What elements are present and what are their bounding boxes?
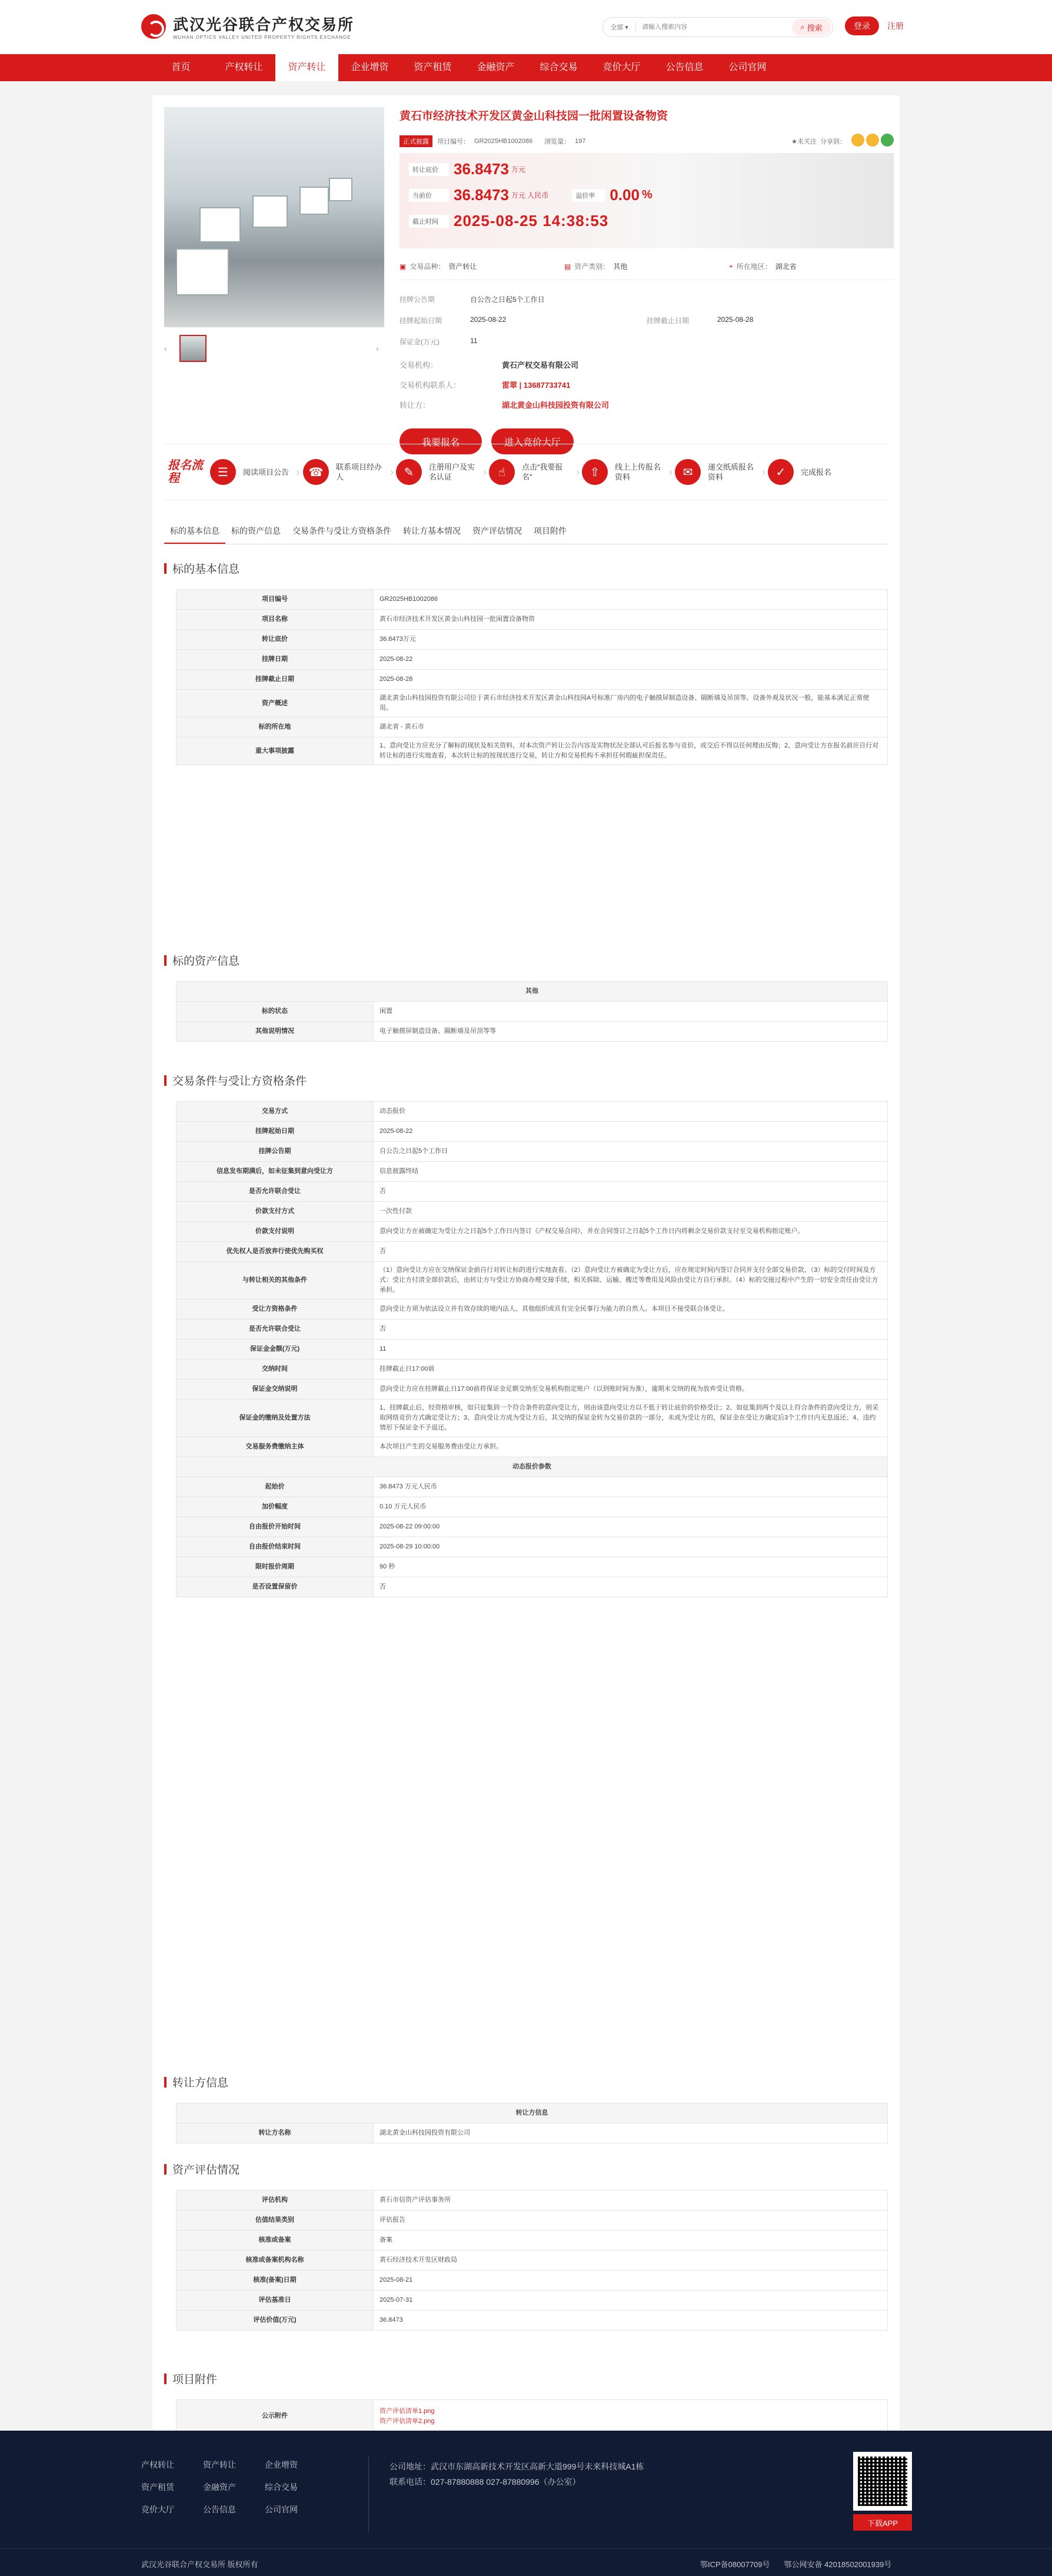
row-key: 挂牌公告期 bbox=[177, 1142, 374, 1162]
flow-step bbox=[582, 459, 673, 485]
row-key: 重大事项披露 bbox=[177, 737, 374, 765]
search-input[interactable] bbox=[636, 24, 792, 31]
location-icon: ⌖ bbox=[729, 262, 733, 270]
row-key: 是否允许联合受让 bbox=[177, 1319, 374, 1339]
price-label: 转让底价 bbox=[409, 163, 449, 176]
table-row bbox=[177, 737, 888, 765]
thumbnail-image[interactable] bbox=[179, 335, 207, 362]
bid-label: 当前价 bbox=[409, 189, 449, 202]
footer-link[interactable]: 金融资产 bbox=[203, 2482, 236, 2492]
premium-label: 溢价率 bbox=[572, 189, 605, 202]
tab-item[interactable]: 资产评估情况 bbox=[472, 526, 522, 536]
end-date-label: 挂牌截止日期 bbox=[647, 316, 690, 325]
section-trade-conditions bbox=[164, 1072, 888, 1597]
section-asset-info bbox=[164, 952, 888, 1042]
attachment-list bbox=[374, 2400, 888, 2433]
step-label: 线上上传报名资料 bbox=[615, 463, 661, 481]
attachment-table bbox=[176, 2399, 888, 2433]
nav-item[interactable]: 资产转让 bbox=[275, 54, 338, 81]
section-title: 资产评估情况 bbox=[164, 2161, 888, 2177]
row-key: 自由报价开始时间 bbox=[177, 1517, 374, 1537]
next-arrow-icon[interactable]: › bbox=[376, 344, 379, 353]
pub-period-value: 自公告之日起5个工作日 bbox=[470, 295, 545, 304]
tab-item[interactable]: 交易条件与受让方资格条件 bbox=[292, 526, 391, 536]
row-value: 2025-08-22 09:00:00 bbox=[374, 1517, 888, 1537]
table-row bbox=[177, 1537, 888, 1557]
table-row bbox=[177, 650, 888, 670]
share-qq-icon[interactable] bbox=[866, 134, 879, 147]
row-key: 是否设置保留价 bbox=[177, 1577, 374, 1597]
table-row bbox=[177, 1360, 888, 1380]
row-key: 信息发布期满后，如未征集到意向受让方 bbox=[177, 1162, 374, 1182]
row-value: 36.8473万元 bbox=[374, 630, 888, 650]
table-row bbox=[177, 1299, 888, 1319]
row-value: 挂牌截止日17:00前 bbox=[374, 1360, 888, 1380]
table-row bbox=[177, 1400, 888, 1437]
footer-link[interactable]: 产权转让 bbox=[141, 2460, 174, 2469]
agency-info bbox=[400, 354, 894, 414]
row-value: 2025-08-21 bbox=[374, 2271, 888, 2291]
area-label: 所在地区： bbox=[736, 262, 772, 271]
table-row bbox=[177, 1517, 888, 1537]
row-key: 评估机构 bbox=[177, 2191, 374, 2211]
main-nav bbox=[0, 54, 1052, 81]
row-value: 2025-08-22 bbox=[374, 650, 888, 670]
row-key: 受让方资格条件 bbox=[177, 1299, 374, 1319]
nav-item[interactable]: 公告信息 bbox=[665, 62, 704, 72]
footer-link[interactable]: 资产租赁 bbox=[141, 2482, 174, 2492]
row-key: 挂牌日期 bbox=[177, 650, 374, 670]
row-key: 保证金的缴纳及处置方法 bbox=[177, 1400, 374, 1437]
row-key: 挂牌截止日期 bbox=[177, 670, 374, 690]
row-value: 意向受让方须为依法设立并有效存续的境内法人、其他组织或具有完全民事行为能力的自然人。本项目不接受联合体受让。 bbox=[374, 1299, 888, 1319]
row-key: 是否允许联合受让 bbox=[177, 1182, 374, 1202]
seller-info-table bbox=[176, 2103, 888, 2143]
share-wechat-icon[interactable] bbox=[881, 134, 894, 147]
search-icon: ⌕ bbox=[800, 22, 805, 31]
table-row bbox=[177, 1497, 888, 1517]
table-row bbox=[177, 690, 888, 717]
price-panel bbox=[400, 153, 894, 248]
price-unit: 万元 bbox=[511, 165, 525, 174]
row-value: 评估报告 bbox=[374, 2211, 888, 2231]
row-value: 0.10 万元人民币 bbox=[374, 1497, 888, 1517]
agency-label: 交易机构： bbox=[400, 360, 438, 370]
start-date-value: 2025-08-22 bbox=[470, 315, 507, 324]
search-button[interactable]: ⌕ 搜索 bbox=[792, 19, 831, 35]
views-count: 197 bbox=[575, 137, 586, 145]
signup-button[interactable]: 我要报名 bbox=[400, 428, 482, 454]
project-info bbox=[400, 107, 894, 454]
start-date-label: 挂牌起始日期 bbox=[400, 316, 442, 325]
signup-flow bbox=[164, 444, 888, 500]
row-key: 资产概述 bbox=[177, 690, 374, 717]
table-row bbox=[177, 1182, 888, 1202]
trade-conditions-table bbox=[176, 1101, 888, 1457]
row-key: 价款支付方式 bbox=[177, 1202, 374, 1222]
row-key: 项目编号 bbox=[177, 590, 374, 610]
step-icon: ☎ bbox=[303, 459, 329, 485]
row-value: 90 秒 bbox=[374, 1557, 888, 1577]
project-meta bbox=[400, 134, 894, 148]
project-attributes bbox=[400, 261, 894, 280]
nav-item[interactable]: 资产租赁 bbox=[414, 62, 452, 72]
project-code-label: 项目编号： bbox=[437, 138, 470, 145]
row-value: 备案 bbox=[374, 2231, 888, 2251]
nav-item[interactable]: 首页 bbox=[171, 62, 191, 72]
row-value: 一次性付款 bbox=[374, 1202, 888, 1222]
status-badge: 正式披露 bbox=[400, 135, 432, 147]
nav-item[interactable]: 公司官网 bbox=[728, 62, 767, 72]
section-title: 标的基本信息 bbox=[164, 560, 888, 576]
row-value: 本次项目产生的交易服务费由受让方承担。 bbox=[374, 1437, 888, 1457]
table-row bbox=[177, 1380, 888, 1400]
row-key: 交易方式 bbox=[177, 1102, 374, 1122]
bid-params-table bbox=[176, 1457, 888, 1597]
seller-value: 湖北黄金山科技园投资有限公司 bbox=[502, 400, 610, 410]
nav-item[interactable]: 竞价大厅 bbox=[602, 62, 641, 72]
section-title: 交易条件与受让方资格条件 bbox=[164, 1072, 888, 1088]
premium-unit: % bbox=[641, 188, 652, 201]
table-row bbox=[177, 2271, 888, 2291]
login-button[interactable]: 登录 bbox=[845, 16, 879, 35]
row-key: 项目名称 bbox=[177, 610, 374, 630]
tab-item[interactable]: 标的基本信息 bbox=[164, 519, 225, 544]
detail-tabs bbox=[164, 519, 888, 544]
row-key: 挂牌起始日期 bbox=[177, 1122, 374, 1142]
pub-period-label: 挂牌公告期 bbox=[400, 295, 435, 304]
logo-title: 武汉光谷联合产权交易所 bbox=[173, 16, 355, 34]
row-value: 电子触摸屏制造设备、隔断墙及吊顶等等 bbox=[374, 1022, 888, 1042]
row-value: 动态报价 bbox=[374, 1102, 888, 1122]
premium-value: 0.00 bbox=[610, 186, 640, 204]
row-value: 1、挂牌截止后，经资格审核，如只征集到一个符合条件的意向受让方，则由该意向受让方以不低于转让底价的价格受让；2、如征集到两个及以上符合条件的意向受让方，则采取网络竞价方式确定受让方；3、意向受让方成为受让方后，其交纳的保证金转为交易价款的一部分，未成为受让方的，保证金在受让方确定后3个工作日内无息返还；4、违约情形下保证金不予退还。 bbox=[374, 1400, 888, 1437]
row-value: 1、意向受让方应充分了解标的现状及相关资料，对本次资产转让公告内容及实物状况全部认可后报名参与竞价，成交后不得以任何理由反悔；2、意向受让方在报名前应自行对转让标的进行实地查看，本次转让标的按现状进行交易，转让方和交易机构不承担任何瑕疵担保责任。 bbox=[374, 737, 888, 765]
trade-type-value: 资产转让 bbox=[448, 262, 477, 271]
table-row bbox=[177, 1477, 888, 1497]
footer-divider bbox=[368, 2457, 369, 2533]
enter-bidding-hall-button[interactable]: 进入竞价大厅 bbox=[491, 428, 574, 454]
table-header: 其他 bbox=[177, 982, 888, 1002]
table-row bbox=[177, 2291, 888, 2311]
row-value: 湖北黄金山科技园投资有限公司位于黄石市经济技术开发区黄金山科技园A号标准厂房内的电子触摸屏制造设备、隔断墙及吊顶等。设备外观及状况一般，能基本满足正常使用。 bbox=[374, 690, 888, 717]
flow-title: 报名流程 bbox=[168, 459, 203, 485]
section-attachments bbox=[164, 2371, 888, 2433]
table-row bbox=[177, 630, 888, 650]
step-icon: ✓ bbox=[768, 459, 794, 485]
step-label: 阅读项目公告 bbox=[243, 467, 289, 477]
asset-info-table bbox=[176, 981, 888, 1042]
row-value: 黄石经济技术开发区财政局 bbox=[374, 2251, 888, 2271]
section-title: 项目附件 bbox=[164, 2371, 888, 2386]
row-value: 意向受让方在被确定为受让方之日起5个工作日内签订《产权交易合同》，并在合同签订之日起5个工作日内将剩余交易价款支付至交易机构指定账户。 bbox=[374, 1222, 888, 1242]
basic-info-table bbox=[176, 589, 888, 765]
table-row bbox=[177, 2311, 888, 2331]
row-key: 优先权人是否放弃行使优先购买权 bbox=[177, 1242, 374, 1262]
row-key: 价款支付说明 bbox=[177, 1222, 374, 1242]
contact-value: 雷翠 | 13687733741 bbox=[502, 380, 571, 390]
row-value: 2025-07-31 bbox=[374, 2291, 888, 2311]
footer-phone: 联系电话：027-87880888 027-87880996（办公室） bbox=[389, 2477, 581, 2487]
table-header: 动态报价参数 bbox=[177, 1457, 888, 1477]
row-key: 标的所在地 bbox=[177, 717, 374, 737]
price-value: 36.8473 bbox=[454, 160, 509, 178]
row-value: 黄石市信资产评估事务所 bbox=[374, 2191, 888, 2211]
row-value: 2025-08-28 bbox=[374, 670, 888, 690]
step-arrow-icon: › bbox=[576, 466, 580, 478]
flow-step bbox=[675, 459, 765, 485]
nav-item[interactable]: 产权转让 bbox=[225, 62, 263, 72]
table-row bbox=[177, 1122, 888, 1142]
logo-icon bbox=[141, 14, 166, 39]
row-key: 其他说明情况 bbox=[177, 1022, 374, 1042]
flow-step bbox=[489, 459, 580, 485]
section-title: 转让方信息 bbox=[164, 2074, 888, 2090]
table-row bbox=[177, 1339, 888, 1360]
bid-value: 36.8473 bbox=[454, 186, 509, 204]
table-row bbox=[177, 1437, 888, 1457]
asset-icon: ▤ bbox=[564, 262, 571, 271]
row-value: 闲置 bbox=[374, 1002, 888, 1022]
table-row bbox=[177, 1002, 888, 1022]
flow-step bbox=[210, 459, 301, 485]
seller-label: 转让方： bbox=[400, 400, 431, 410]
table-row bbox=[177, 1202, 888, 1222]
icp-link[interactable]: 鄂ICP备08007709号 bbox=[700, 2560, 770, 2569]
contact-label: 交易机构联系人： bbox=[400, 380, 461, 390]
table-row bbox=[177, 670, 888, 690]
step-arrow-icon: › bbox=[390, 466, 394, 478]
download-app-button[interactable]: 下载APP bbox=[853, 2514, 912, 2531]
footer-link[interactable]: 资产转让 bbox=[203, 2460, 236, 2469]
step-icon: ✉ bbox=[675, 459, 701, 485]
table-row bbox=[177, 717, 888, 737]
table-row bbox=[177, 1262, 888, 1299]
logo-subtitle: WUHAN OPTICS VALLEY UNITED PROPERTY RIGHTS EXCHANGE bbox=[173, 35, 351, 40]
flow-step bbox=[768, 459, 858, 485]
deposit-value: 11 bbox=[470, 336, 478, 345]
app-qr-code bbox=[853, 2452, 912, 2511]
table-row bbox=[177, 1557, 888, 1577]
section-seller-info bbox=[164, 2074, 888, 2143]
bid-unit: 万元 人民币 bbox=[511, 191, 549, 200]
step-icon: ☰ bbox=[210, 459, 236, 485]
row-key: 估值结果类别 bbox=[177, 2211, 374, 2231]
section-title: 标的资产信息 bbox=[164, 952, 888, 968]
table-row bbox=[177, 590, 888, 610]
main-content bbox=[152, 95, 900, 2431]
attachment-link[interactable]: 资产评估清单1.png bbox=[379, 2407, 435, 2415]
nav-item[interactable]: 企业增资 bbox=[351, 62, 389, 72]
footer-contact bbox=[389, 2459, 644, 2489]
row-key: 交纳时间 bbox=[177, 1360, 374, 1380]
row-value: 2025-08-22 bbox=[374, 1122, 888, 1142]
flow-step bbox=[303, 459, 394, 485]
tab-item[interactable]: 转让方基本情况 bbox=[403, 526, 461, 536]
step-arrow-icon: › bbox=[296, 466, 300, 478]
register-link[interactable]: 注册 bbox=[887, 21, 904, 31]
deposit-label: 保证金(万元) bbox=[400, 337, 440, 346]
project-title: 黄石市经济技术开发区黄金山科技园一批闲置设备物资 bbox=[400, 110, 668, 122]
deadline-value: 2025-08-25 14:38:53 bbox=[454, 212, 609, 230]
footer-address: 公司地址：武汉市东湖高新技术开发区高新大道999号未来科技城A1栋 bbox=[389, 2462, 644, 2471]
asset-cat-value: 其他 bbox=[613, 262, 628, 271]
row-value: 否 bbox=[374, 1577, 888, 1597]
site-logo[interactable] bbox=[141, 13, 354, 40]
row-value: 意向受让方应在挂牌截止日17:00前将保证金足额交纳至交易机构指定账户（以到账时间为准），逾期未交纳的视为放弃受让资格。 bbox=[374, 1380, 888, 1400]
footer-link[interactable]: 公司官网 bbox=[265, 2505, 298, 2514]
row-value: （1）意向受让方应在交纳保证金前自行对转让标的进行实地查看。（2）意向受让方被确定为受让方后，应在规定时间内签订合同并支付全部交易价款。（3）标的交付时间及方式：受让方付清全部价款后，由转让方与受让方协商办理交接手续，相关拆除、运输、搬迁等费用及风险由受让方自行承担。（4）标的交接过程中产生的一切安全责任由受让方承担。 bbox=[374, 1262, 888, 1299]
footer-link[interactable]: 公告信息 bbox=[203, 2505, 236, 2514]
row-value: 11 bbox=[374, 1339, 888, 1360]
table-row bbox=[177, 610, 888, 630]
table-row bbox=[177, 1142, 888, 1162]
listing-dates bbox=[400, 288, 894, 352]
footer-links bbox=[141, 2459, 327, 2515]
row-value: 36.8473 万元人民币 bbox=[374, 1477, 888, 1497]
row-key: 起始价 bbox=[177, 1477, 374, 1497]
row-value: 否 bbox=[374, 1182, 888, 1202]
row-value: 否 bbox=[374, 1242, 888, 1262]
row-key: 加价幅度 bbox=[177, 1497, 374, 1517]
table-row bbox=[177, 2211, 888, 2231]
row-key: 评估价值(万元) bbox=[177, 2311, 374, 2331]
thumbnail-strip bbox=[164, 334, 384, 363]
table-row bbox=[177, 1577, 888, 1597]
row-key: 保证金金额(万元) bbox=[177, 1339, 374, 1360]
category-icon: ▣ bbox=[400, 262, 407, 271]
end-date-value: 2025-08-28 bbox=[717, 315, 754, 324]
asset-cat-label: 资产类别： bbox=[574, 262, 610, 271]
tab-item[interactable]: 标的资产信息 bbox=[231, 526, 281, 536]
search-category-select[interactable]: 全部 ▾ bbox=[603, 22, 636, 32]
row-value: 36.8473 bbox=[374, 2311, 888, 2331]
table-header: 转让方信息 bbox=[177, 2103, 888, 2123]
row-value: 湖北省 - 黄石市 bbox=[374, 717, 888, 737]
table-row bbox=[177, 1102, 888, 1122]
table-row bbox=[177, 1162, 888, 1182]
row-key: 核准或备案机构名称 bbox=[177, 2251, 374, 2271]
row-key: 核准或备案 bbox=[177, 2231, 374, 2251]
flow-step bbox=[396, 459, 487, 485]
row-key: 转让方名称 bbox=[177, 2123, 374, 2143]
row-key: 交易服务费缴纳主体 bbox=[177, 1437, 374, 1457]
attachment-label: 公示附件 bbox=[177, 2400, 374, 2433]
evaluation-table bbox=[176, 2190, 888, 2331]
step-icon: ☝ bbox=[489, 459, 515, 485]
step-arrow-icon: › bbox=[483, 466, 487, 478]
table-row bbox=[177, 2251, 888, 2271]
search-box bbox=[602, 17, 833, 37]
step-label: 注册用户及实名认证 bbox=[429, 463, 475, 481]
step-label: 联系项目经办人 bbox=[336, 463, 382, 481]
top-bar bbox=[0, 0, 1052, 54]
row-key: 核准(备案)日期 bbox=[177, 2271, 374, 2291]
copyright: 武汉光谷联合产权交易所 版权所有 bbox=[141, 2560, 258, 2569]
police-link[interactable]: 鄂公网安备 42018502001939号 bbox=[784, 2560, 892, 2569]
row-value: 2025-08-29 10:00:00 bbox=[374, 1537, 888, 1557]
share-label: 分享到： bbox=[820, 138, 846, 145]
prev-arrow-icon[interactable]: ‹ bbox=[164, 344, 167, 353]
step-icon: ⇧ bbox=[582, 459, 608, 485]
step-arrow-icon: › bbox=[762, 466, 765, 478]
tab-item[interactable]: 项目附件 bbox=[534, 526, 567, 536]
row-key: 与转让相关的其他条件 bbox=[177, 1262, 374, 1299]
table-row bbox=[177, 1222, 888, 1242]
project-code: GR2025HB1002086 bbox=[474, 137, 533, 145]
views-label: 浏览量： bbox=[544, 138, 571, 145]
step-icon: ✎ bbox=[396, 459, 422, 485]
table-row bbox=[177, 2123, 888, 2143]
deadline-label: 截止时间 bbox=[409, 215, 449, 228]
area-value: 湖北省 bbox=[775, 262, 797, 271]
table-row bbox=[177, 1319, 888, 1339]
nav-item[interactable]: 综合交易 bbox=[540, 62, 578, 72]
row-value: 否 bbox=[374, 1319, 888, 1339]
footer-bottom bbox=[0, 2548, 1052, 2576]
step-label: 点击“我要报名” bbox=[522, 463, 563, 481]
row-value: 湖北黄金山科技园投资有限公司 bbox=[374, 2123, 888, 2143]
nav-item[interactable]: 金融资产 bbox=[477, 62, 515, 72]
table-row bbox=[177, 1022, 888, 1042]
favorite-button[interactable]: ★未关注 bbox=[791, 138, 817, 145]
share-weibo-icon[interactable] bbox=[851, 134, 864, 147]
table-row bbox=[177, 2191, 888, 2211]
row-key: 评估基准日 bbox=[177, 2291, 374, 2311]
image-gallery bbox=[164, 107, 384, 363]
agency-value: 黄石产权交易有限公司 bbox=[502, 360, 579, 370]
step-label: 递交纸质报名资料 bbox=[708, 463, 754, 481]
footer-link[interactable]: 竞价大厅 bbox=[141, 2505, 174, 2514]
section-basic-info bbox=[164, 560, 888, 765]
row-value: GR2025HB1002086 bbox=[374, 590, 888, 610]
footer bbox=[0, 2431, 1052, 2576]
footer-link[interactable]: 综合交易 bbox=[265, 2482, 298, 2492]
row-value: 信息披露终结 bbox=[374, 1162, 888, 1182]
footer-link[interactable]: 企业增资 bbox=[265, 2460, 298, 2469]
row-key: 保证金交纳说明 bbox=[177, 1380, 374, 1400]
trade-type-label: 交易品种： bbox=[410, 262, 445, 271]
step-arrow-icon: › bbox=[669, 466, 673, 478]
row-value: 自公告之日起5个工作日 bbox=[374, 1142, 888, 1162]
table-row bbox=[177, 2231, 888, 2251]
row-key: 转让底价 bbox=[177, 630, 374, 650]
row-key: 标的状态 bbox=[177, 1002, 374, 1022]
step-label: 完成报名 bbox=[801, 467, 832, 477]
row-key: 自由报价结束时间 bbox=[177, 1537, 374, 1557]
section-evaluation bbox=[164, 2161, 888, 2331]
row-key: 限时报价周期 bbox=[177, 1557, 374, 1577]
table-row bbox=[177, 1242, 888, 1262]
row-value: 黄石市经济技术开发区黄金山科技园一批闲置设备物资 bbox=[374, 610, 888, 630]
main-product-image[interactable] bbox=[164, 107, 384, 327]
attachment-link[interactable]: 资产评估清单2.png bbox=[379, 2417, 435, 2425]
